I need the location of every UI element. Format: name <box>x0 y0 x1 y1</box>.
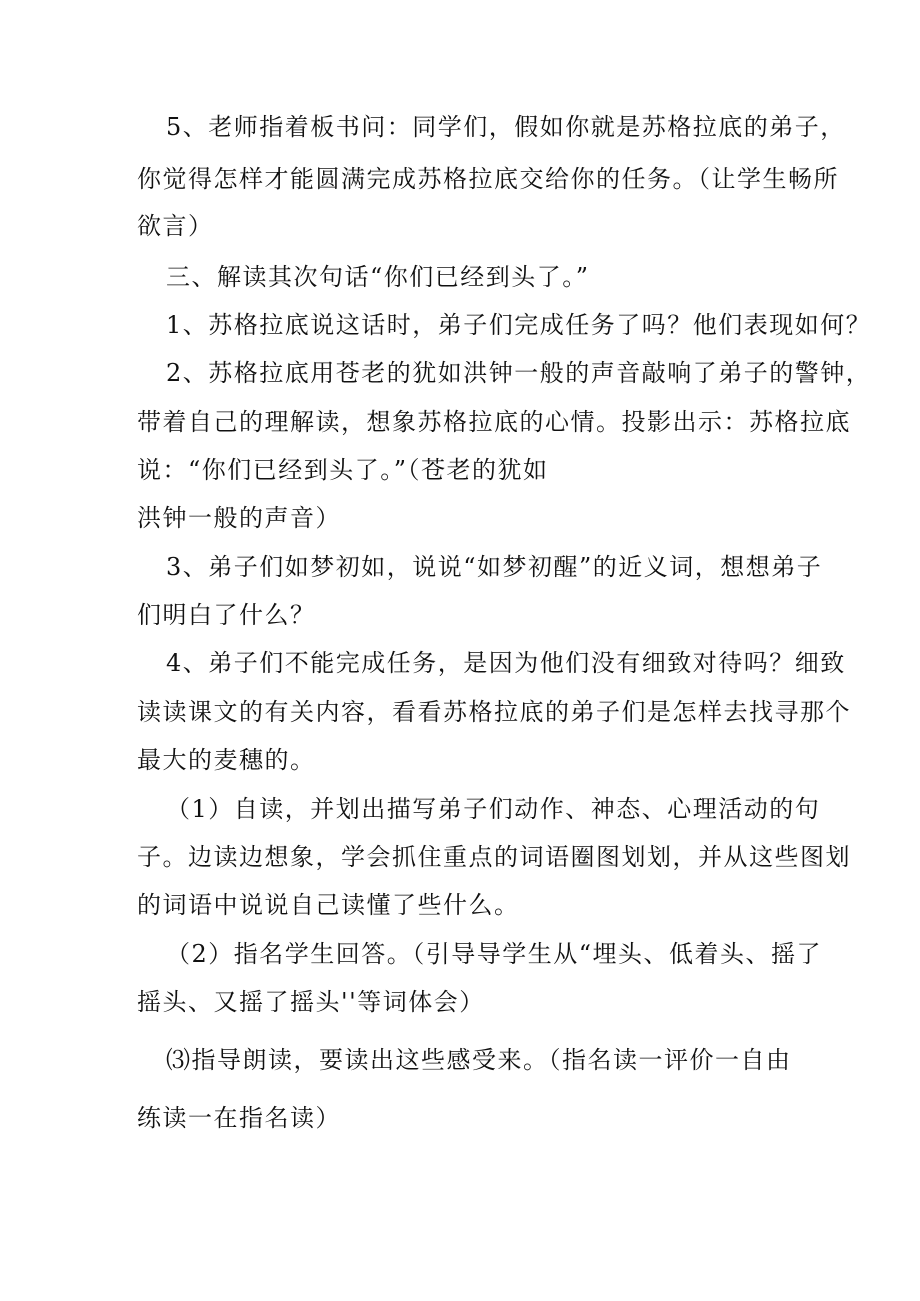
text-line: 4、弟子们不能完成任务，是因为他们没有细致对待吗？细致 <box>166 649 846 677</box>
section-heading: 三、解读其次句话“你们已经到头了。” <box>166 263 590 291</box>
text-line: 2、苏格拉底用苍老的犹如洪钟一般的声音敲响了弟子的警钟， <box>166 359 872 387</box>
text-line: 子。边读边想象，学会抓住重点的词语圈图划划，并从这些图划 <box>137 843 851 871</box>
text-line: ⑶指导朗读，要读出这些感受来。（指名读一评价一自由 <box>166 1046 792 1074</box>
text-line: 的词语中说说自己读懂了些什么。 <box>137 891 520 919</box>
text-line: 们明白了什么？ <box>137 601 316 629</box>
text-line: 说：“你们已经到头了。”（苍老的犹如 <box>137 456 549 484</box>
text-line: 你觉得怎样才能圆满完成苏格拉底交给你的任务。（让学生畅所 <box>137 165 839 193</box>
text-line: 读读课文的有关内容，看看苏格拉底的弟子们是怎样去找寻那个 <box>137 698 851 726</box>
text-line: 3、弟子们如梦初如，说说“如梦初醒”的近义词，想想弟子 <box>166 553 823 581</box>
text-line: 最大的麦穗的。 <box>137 746 316 774</box>
text-line: 1、苏格拉底说这话时，弟子们完成任务了吗？他们表现如何？ <box>166 311 872 339</box>
text-line: 洪钟一般的声音） <box>137 504 341 532</box>
text-line: （1）自读，并划出描写弟子们动作、神态、心理活动的句 <box>166 795 821 823</box>
text-line: 摇头、又摇了摇头''等词体会） <box>137 988 485 1016</box>
text-line: 练读一在指名读） <box>137 1104 341 1132</box>
text-line: 带着自己的理解读，想象苏格拉底的心情。投影出示：苏格拉底 <box>137 408 851 436</box>
text-line: 5、老师指着板书问：同学们，假如你就是苏格拉底的弟子， <box>166 113 846 141</box>
text-line: 欲言） <box>137 212 214 240</box>
text-line: （2）指名学生回答。（引导导学生从“埋头、低着头、摇了 <box>166 940 823 968</box>
